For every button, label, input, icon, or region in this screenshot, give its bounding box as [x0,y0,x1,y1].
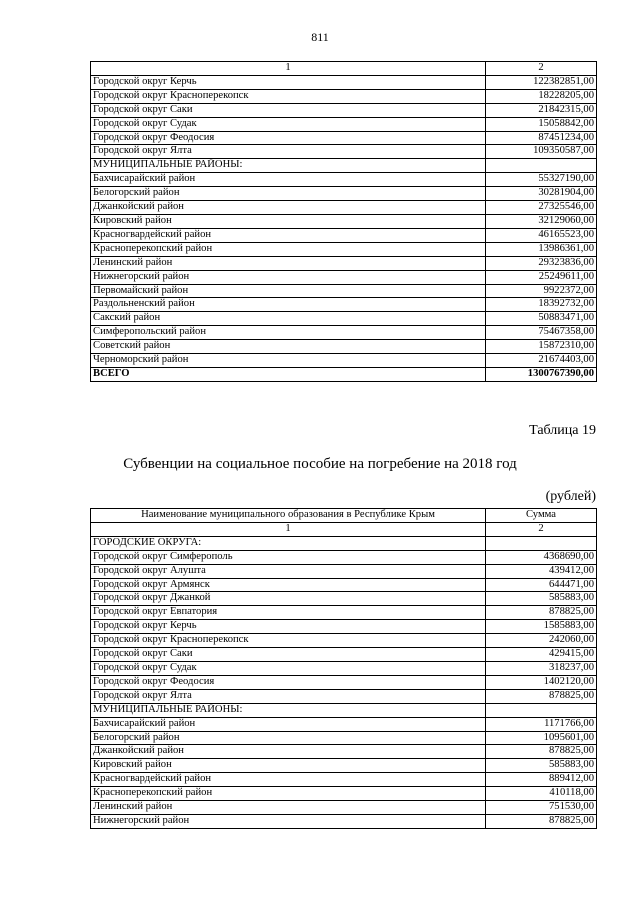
column-number-row [91,62,597,76]
amount-value: 751530,00 [486,801,597,815]
table-row [91,354,597,368]
municipality-name: Красноперекопский район [91,242,486,256]
municipality-name: Белогорский район [91,731,486,745]
amount-value: 55327190,00 [486,173,597,187]
amount-value: 9922372,00 [486,284,597,298]
amount-value: 13986361,00 [486,242,597,256]
burial-allowance-table [90,508,597,829]
amount-value [486,159,597,173]
header-row [91,509,597,523]
amount-value [486,703,597,717]
amount-value: 87451234,00 [486,131,597,145]
municipality-name: Городской округ Евпатория [91,606,486,620]
amount-value: 644471,00 [486,578,597,592]
amount-value: 15872310,00 [486,340,597,354]
table-row [91,731,597,745]
municipality-name: Бахчисарайский район [91,173,486,187]
amount-value: 32129060,00 [486,214,597,228]
amount-value: 1300767390,00 [486,367,597,381]
amount-value: 878825,00 [486,745,597,759]
amount-value: 21842315,00 [486,103,597,117]
table-row [91,256,597,270]
table-row [91,550,597,564]
column-number-row [91,522,597,536]
table-row [91,214,597,228]
table1-body [91,62,597,382]
table-row [91,117,597,131]
amount-value: 429415,00 [486,648,597,662]
municipality-name: Джанкойский район [91,745,486,759]
amount-value: 122382851,00 [486,75,597,89]
table-row [91,326,597,340]
amount-value: 878825,00 [486,606,597,620]
table-row [91,606,597,620]
municipality-name: Красногвардейский район [91,773,486,787]
municipality-name: Красноперекопский район [91,787,486,801]
municipality-name: Ленинский район [91,801,486,815]
table-row [91,703,597,717]
municipality-name: Ленинский район [91,256,486,270]
municipality-name: Первомайский район [91,284,486,298]
municipality-name: МУНИЦИПАЛЬНЫЕ РАЙОНЫ: [91,703,486,717]
page-number: 811 [311,30,329,44]
municipality-name: ГОРОДСКИЕ ОКРУГА: [91,536,486,550]
amount-value: 109350587,00 [486,145,597,159]
amount-value: 29323836,00 [486,256,597,270]
column-number: 1 [91,522,486,536]
municipality-name: Нижнегорский район [91,814,486,828]
municipality-name: Советский район [91,340,486,354]
table-row [91,298,597,312]
table-row [91,745,597,759]
table-row [91,187,597,201]
amount-value: 242060,00 [486,634,597,648]
column-header-amount: Сумма [486,509,597,523]
municipality-name: Городской округ Симферополь [91,550,486,564]
table-row [91,159,597,173]
municipality-name: Городской округ Красноперекопск [91,89,486,103]
table-row [91,787,597,801]
amount-value: 18228205,00 [486,89,597,103]
municipality-name: Раздольненский район [91,298,486,312]
column-number: 1 [91,62,486,76]
amount-value: 1095601,00 [486,731,597,745]
table2-body [91,509,597,829]
municipality-name: Городской округ Феодосия [91,675,486,689]
table-title: Субвенции на социальное пособие на погребение на 2018 год [123,456,517,472]
table-row [91,228,597,242]
amount-value: 21674403,00 [486,354,597,368]
table-row [91,814,597,828]
amount-value: 75467358,00 [486,326,597,340]
table-row [91,689,597,703]
municipality-name: Городской округ Красноперекопск [91,634,486,648]
table-row [91,675,597,689]
amount-value: 878825,00 [486,814,597,828]
table-row [91,340,597,354]
subsidy-table-continued [90,61,597,382]
table-row [91,634,597,648]
municipality-name: МУНИЦИПАЛЬНЫЕ РАЙОНЫ: [91,159,486,173]
table-row [91,242,597,256]
municipality-name: Городской округ Армянск [91,578,486,592]
units-label: (рублей) [545,489,596,504]
column-number: 2 [486,62,597,76]
amount-value: 439412,00 [486,564,597,578]
municipality-name: Городской округ Керчь [91,75,486,89]
municipality-name: Городской округ Ялта [91,145,486,159]
table-row [91,759,597,773]
amount-value: 878825,00 [486,689,597,703]
table-row [91,801,597,815]
amount-value: 1171766,00 [486,717,597,731]
amount-value: 585883,00 [486,592,597,606]
municipality-name: Городской округ Керчь [91,620,486,634]
municipality-name: Джанкойский район [91,201,486,215]
amount-value: 889412,00 [486,773,597,787]
column-header-name: Наименование муниципального образования в Республике Крым [91,509,486,523]
municipality-name: Красногвардейский район [91,228,486,242]
amount-value: 18392732,00 [486,298,597,312]
amount-value: 50883471,00 [486,312,597,326]
column-number: 2 [486,522,597,536]
amount-value: 1585883,00 [486,620,597,634]
amount-value: 30281904,00 [486,187,597,201]
municipality-name: ВСЕГО [91,367,486,381]
table-row [91,564,597,578]
table-row [91,201,597,215]
amount-value [486,536,597,550]
municipality-name: Сакский район [91,312,486,326]
table-row [91,620,597,634]
municipality-name: Симферопольский район [91,326,486,340]
table-row [91,578,597,592]
table-row [91,648,597,662]
municipality-name: Нижнегорский район [91,270,486,284]
municipality-name: Городской округ Саки [91,103,486,117]
municipality-name: Черноморский район [91,354,486,368]
amount-value: 4368690,00 [486,550,597,564]
municipality-name: Белогорский район [91,187,486,201]
table-row [91,284,597,298]
table-row [91,89,597,103]
table-row [91,717,597,731]
municipality-name: Городской округ Джанкой [91,592,486,606]
table-row [91,270,597,284]
table-row [91,773,597,787]
amount-value: 410118,00 [486,787,597,801]
municipality-name: Кировский район [91,759,486,773]
municipality-name: Городской округ Феодосия [91,131,486,145]
table-row [91,103,597,117]
table-row [91,592,597,606]
amount-value: 585883,00 [486,759,597,773]
municipality-name: Городской округ Судак [91,117,486,131]
amount-value: 318237,00 [486,661,597,675]
table-row [91,312,597,326]
municipality-name: Городской округ Алушта [91,564,486,578]
amount-value: 46165523,00 [486,228,597,242]
total-row [91,367,597,381]
table-label: Таблица 19 [529,423,596,438]
municipality-name: Городской округ Судак [91,661,486,675]
table-row [91,661,597,675]
amount-value: 25249611,00 [486,270,597,284]
table-row [91,536,597,550]
table-row [91,145,597,159]
amount-value: 27325546,00 [486,201,597,215]
municipality-name: Бахчисарайский район [91,717,486,731]
municipality-name: Городской округ Саки [91,648,486,662]
amount-value: 15058842,00 [486,117,597,131]
table-row [91,75,597,89]
table-row [91,131,597,145]
municipality-name: Городской округ Ялта [91,689,486,703]
table-row [91,173,597,187]
municipality-name: Кировский район [91,214,486,228]
amount-value: 1402120,00 [486,675,597,689]
